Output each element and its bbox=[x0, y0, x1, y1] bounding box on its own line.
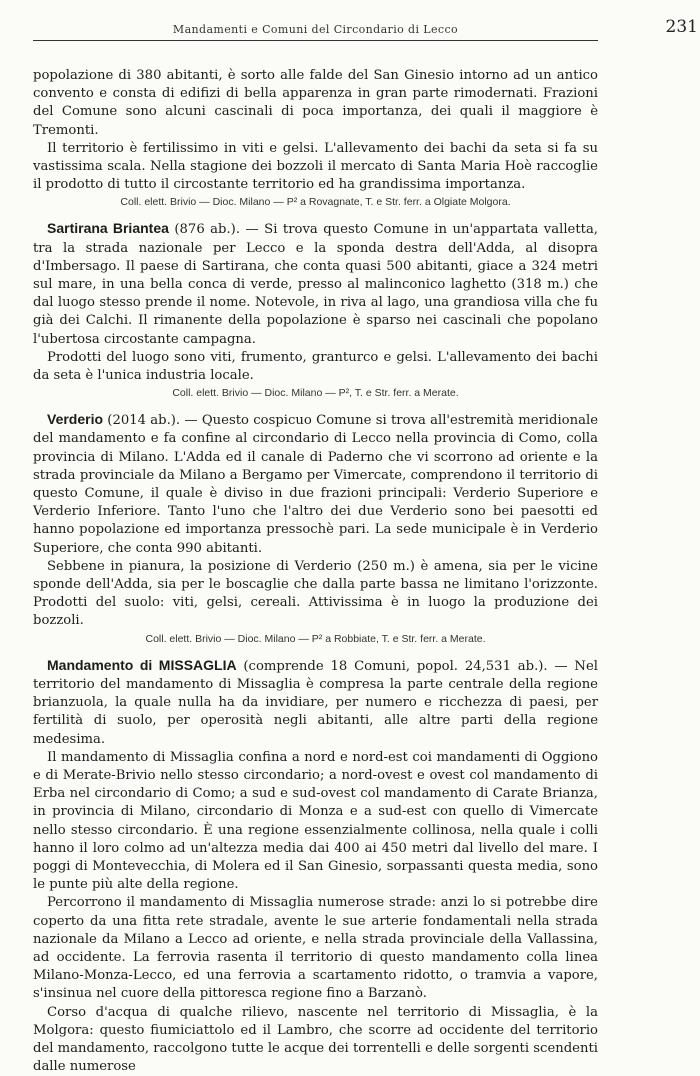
missaglia-paragraph-2: Il mandamento di Missaglia confina a nord e nord-est coi mandamenti di Oggiono e di Merate-Brivio nello stesso circondario; a nord-ovest e ovest col mandamento di Erba nel circondario di Como; a sud e sud-ovest col mandamento di Carate Brianza, in provincia di Milano, circondario di Monza e a sud-est con quello di Vimercate nello stesso circondario. È una regione essenzialmente collinosa, nella quale i colli hanno il loro colmo ad un'altezza media dai 400 ai 450 metri dal livello del mare. I poggi di Montevecchia, di Molera ed il San Ginesio, sorpassanti questa media, sono le punte più alte della regione. bbox=[33, 749, 598, 893]
missaglia-heading: Mandamento di MISSAGLIA bbox=[47, 656, 237, 673]
page-number: 231 bbox=[665, 17, 698, 37]
verderio-heading: Verderio bbox=[47, 411, 104, 428]
continuation-paragraph-2: Il territorio è fertilissimo in viti e gelsi. L'allevamento dei bachi da seta si fa su vastissima scala. Nella stagione dei bozzoli il mercato di Santa Maria Hoè raccoglie il prodotto di tutto il circostante territorio ed ha grandissima importanza. bbox=[33, 140, 598, 193]
continuation-note: Coll. elett. Brivio — Dioc. Milano — P² a Rovagnate, T. e Str. ferr. a Olgiate Molgora. bbox=[120, 196, 511, 209]
sartirana-paragraph-1-text: (876 ab.). — Si trova questo Comune in un'appartata valletta, tra la strada nazionale per Lecco e la sponda destra dell'Adda, al disopra d'Imbersago. Il paese di Sartirana, che conta quasi 500 abitanti, giace a 324 metri sul mare, in una bella conca di verde, presso al malinconico laghetto (318 m.) che dal luogo stesso prende il nome. Notevole, in riva al lago, una grandiosa villa che fu già dei Calchi. Il rimanente della popolazione è sparso nei cascinali che popolano l'ubertosa circostante campagna. bbox=[33, 222, 599, 347]
section-sartirana bbox=[33, 219, 598, 401]
verderio-note: Coll. elett. Brivio — Dioc. Milano — P² a Robbiate, T. e Str. ferr. a Merate. bbox=[145, 632, 486, 645]
section-verderio bbox=[33, 410, 598, 646]
verderio-paragraph-1 bbox=[33, 410, 598, 558]
missaglia-paragraph-1-text: (comprende 18 Comuni, popol. 24,531 ab.). — Nel territorio del mandamento di Missaglia è compresa la parte centrale della regione brianzuola, la quale nulla ha da invidiare, per numero e ricchezza di paesi, per fertilità di suolo, per operosità negli abitanti, alle altre parti della regione medesima. bbox=[33, 658, 598, 747]
verderio-paragraph-1-text: (2014 ab.). — Questo cospicuo Comune si trova all'estremità meridionale del mandamento e fa confine al circondario di Lecco nella provincia di Como, colla provincia di Milano. L'Adda ed il canale di Paderno che vi scorrono ad oriente e la strada provinciale da Milano a Bergamo per Vimercate, comprendono il territorio di questo Comune, il quale è diviso in due frazioni principali: Verderio Superiore e Verderio Inferiore. Tanto l'uno che l'altro dei due Verderio sono bei paesotti ed hanno popolazione ed importanza pressochè pari. La sede municipale è in Verderio Superiore, che conta 990 abitanti. bbox=[33, 413, 598, 556]
continuation-paragraph-1: popolazione di 380 abitanti, è sorto alle falde del San Ginesio intorno ad un antico convento e consta di edifizi di bella apparenza in gran parte rimodernati. Frazioni del Comune sono alcuni cascinali di poca importanza, dei quali il maggiore è Tremonti. bbox=[33, 68, 598, 138]
sartirana-paragraph-1 bbox=[33, 219, 598, 348]
sartirana-paragraph-2: Prodotti del luogo sono viti, frumento, granturco e gelsi. L'allevamento dei bachi da seta è l'unica industria locale. bbox=[33, 349, 598, 384]
running-title: Mandamenti e Comuni del Circondario di Lecco bbox=[172, 23, 459, 36]
missaglia-paragraph-4: Corso d'acqua di qualche rilievo, nascente nel territorio di Missaglia, è la Molgora: questo fiumiciattolo ed il Lambro, che scorre ad occidente del territorio del mandamento, raccolgono tutte le acque dei torrentelli e delle sorgenti scendenti dalle numerose bbox=[33, 1004, 598, 1075]
verderio-paragraph-2: Sebbene in pianura, la posizione di Verderio (250 m.) è amena, sia per le vicine sponde dell'Adda, sia per le boscaglie che dalla parte bassa ne limitano l'orizzonte. Prodotti del suolo: viti, gelsi, cereali. Attivissima è in luogo la produzione dei bozzoli. bbox=[33, 558, 598, 629]
missaglia-paragraph-3: Percorrono il mandamento di Missaglia numerose strade: anzi lo si potrebbe dire coperto da una fitta rete stradale, avente le sue arterie fondamentali nella strada nazionale da Milano a Lecco ad oriente, e nella strada provinciale della Vallassina, ad occidente. La ferrovia rasenta il territorio di questo mandamento colla linea Milano-Monza-Lecco, ed una ferrovia a scartamento ridotto, o tramvia a vapore, s'insinua nel cuore della pittoresca regione fino a Barzanò. bbox=[33, 895, 598, 1002]
sartirana-note: Coll. elett. Brivio — Dioc. Milano — P², T. e Str. ferr. a Merate. bbox=[172, 387, 459, 400]
sartirana-heading: Sartirana Briantea bbox=[47, 220, 169, 237]
running-header bbox=[33, 0, 698, 41]
missaglia-paragraph-1 bbox=[33, 656, 598, 749]
section-continuation bbox=[33, 67, 598, 210]
section-missaglia bbox=[33, 656, 598, 1076]
